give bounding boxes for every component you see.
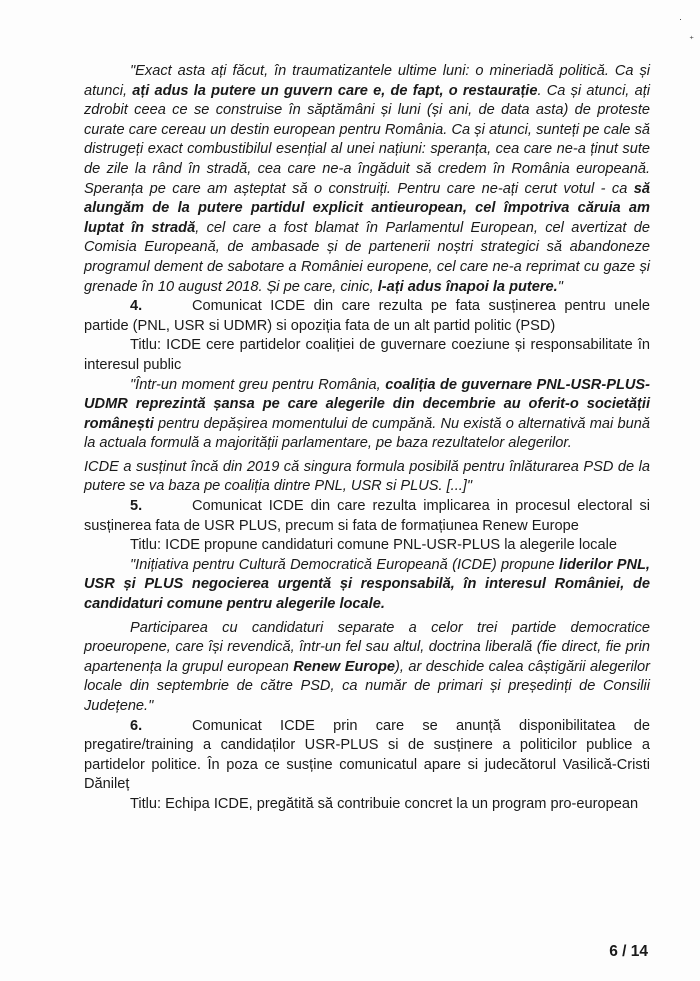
item-6 <box>84 717 650 795</box>
item-5-quote-2 <box>84 619 650 717</box>
item-text: Comunicat ICDE din care rezulta implicarea in procesul electoral si susținerea fata de USR PLUS, precum si fata de formațiunea Renew Europe <box>84 498 650 534</box>
quote-text: . Ca și atunci, ați zdrobit ceea ce se construise în săptămâni și luni (și ani, de data asta) de proteste curate care cereau un destin european pentru România. Ca și atunci, sunteți pe cale să distrugeți exact combustibilul esențial al unei națiuni: speranța, cea care ne-a ținut sute de zile la rând în stradă, cea care ne-a îngăduit să credem în România europeană. Speranța pe care am așteptat să o construiți. Pentru care ne-ați cerut votul - ca <box>84 82 650 197</box>
item-5-title: Titlu: ICDE propune candidaturi comune PNL-USR-PLUS la alegerile locale <box>130 537 617 554</box>
quote-text: "Într-un moment greu pentru România, <box>130 376 386 393</box>
quote-text: pentru depășirea momentului de cumpănă. Nu există o alternativă mai bună la actuala formulă a majorității parlamentare, pe baza rezultatelor alegerilor. <box>84 415 650 452</box>
quote-text: Participarea cu candidaturi separate a celor trei partide democratice proeuropene, care își revendică, într-un fel sau altul, doctrina liberală (fie direct, fie prin apartenența la grupul european <box>84 619 650 675</box>
quote-text: "Inițiativa pentru Cultură Democratică Europeană (ICDE) propune <box>130 556 559 573</box>
item-text: Comunicat ICDE din care rezulta pe fata susținerea pentru unele partide (PNL, USR si UDMR) si opoziția fata de un alt partid politic (PSD) <box>84 298 650 334</box>
item-4 <box>84 297 650 336</box>
page-number: 6 / 14 <box>609 943 648 960</box>
quote-bold-text: ați adus la putere un guvern care e, de fapt, o restaurație <box>132 82 538 99</box>
item-4-quote-2: ICDE a susținut încă din 2019 că singura formula posibilă pentru înlăturarea PSD de la putere se va baza pe coaliția dintre PNL, USR si PLUS. [...]" <box>84 458 650 495</box>
item-text: Comunicat ICDE prin care se anunță disponibilitatea de pregatire/training a candidaților USR-PLUS si de susținere a politicilor publice a partidelor politice. În poza ce susține comunicatul apare si judecătorul Vasilică-Cristi Dănileț <box>84 717 650 793</box>
quote-bold-text: coaliția de guvernare PNL-USR-PLUS-UDMR reprezintă șansa pe care alegerile din decembrie au oferit-o societății românești <box>84 376 650 432</box>
item-number: 4. <box>130 298 143 315</box>
item-number: 6. <box>130 717 143 734</box>
scan-mark: · <box>679 14 682 24</box>
quote-bold-text: să alungăm de la putere partidul explicit antieuropean, cel împotriva căruia am luptat în stradă <box>84 180 650 236</box>
quote-text: ), ar deschide calea câștigării alegerilor locale din septembrie de către PSD, ca număr de primari și președinți de Consilii Județene." <box>84 658 650 714</box>
quote-text: "Exact asta ați făcut, în traumatizantele ultime luni: o mineriadă politică. Ca și atunci, <box>84 63 650 99</box>
quote-bold-text: l-ați adus înapoi la putere. <box>377 278 558 295</box>
item-5 <box>84 497 650 536</box>
item-5-quote <box>84 556 650 615</box>
item-number: 5. <box>130 498 143 515</box>
scan-mark: ⁺ <box>689 34 694 44</box>
item-6-title: Titlu: Echipa ICDE, pregătită să contribuie concret la un program pro-european <box>130 795 639 812</box>
quote-paragraph-1 <box>84 62 650 297</box>
quote-bold-text: liderilor PNL, USR și PLUS negocierea urgentă și responsabilă, în interesul României, de candidaturi comune pentru alegerile locale. <box>84 556 650 613</box>
quote-text: , cel care a fost blamat în Parlamentul European, cel avertizat de Comisia Europeană, de ambasade și de partenerii noștri strategici să abandoneze programul dement de sabotare a României europene, cel care ne-a reprimat cu gaze și grenade în 10 august 2018. Și pe care, cinic, <box>84 219 650 295</box>
quote-text: " <box>557 278 563 295</box>
item-4-title: Titlu: ICDE cere partidelor coaliției de guvernare coeziune și responsabilitate în interesul public <box>84 337 650 373</box>
item-4-quote <box>84 376 650 454</box>
quote-bold-text: Renew Europe <box>293 658 395 675</box>
